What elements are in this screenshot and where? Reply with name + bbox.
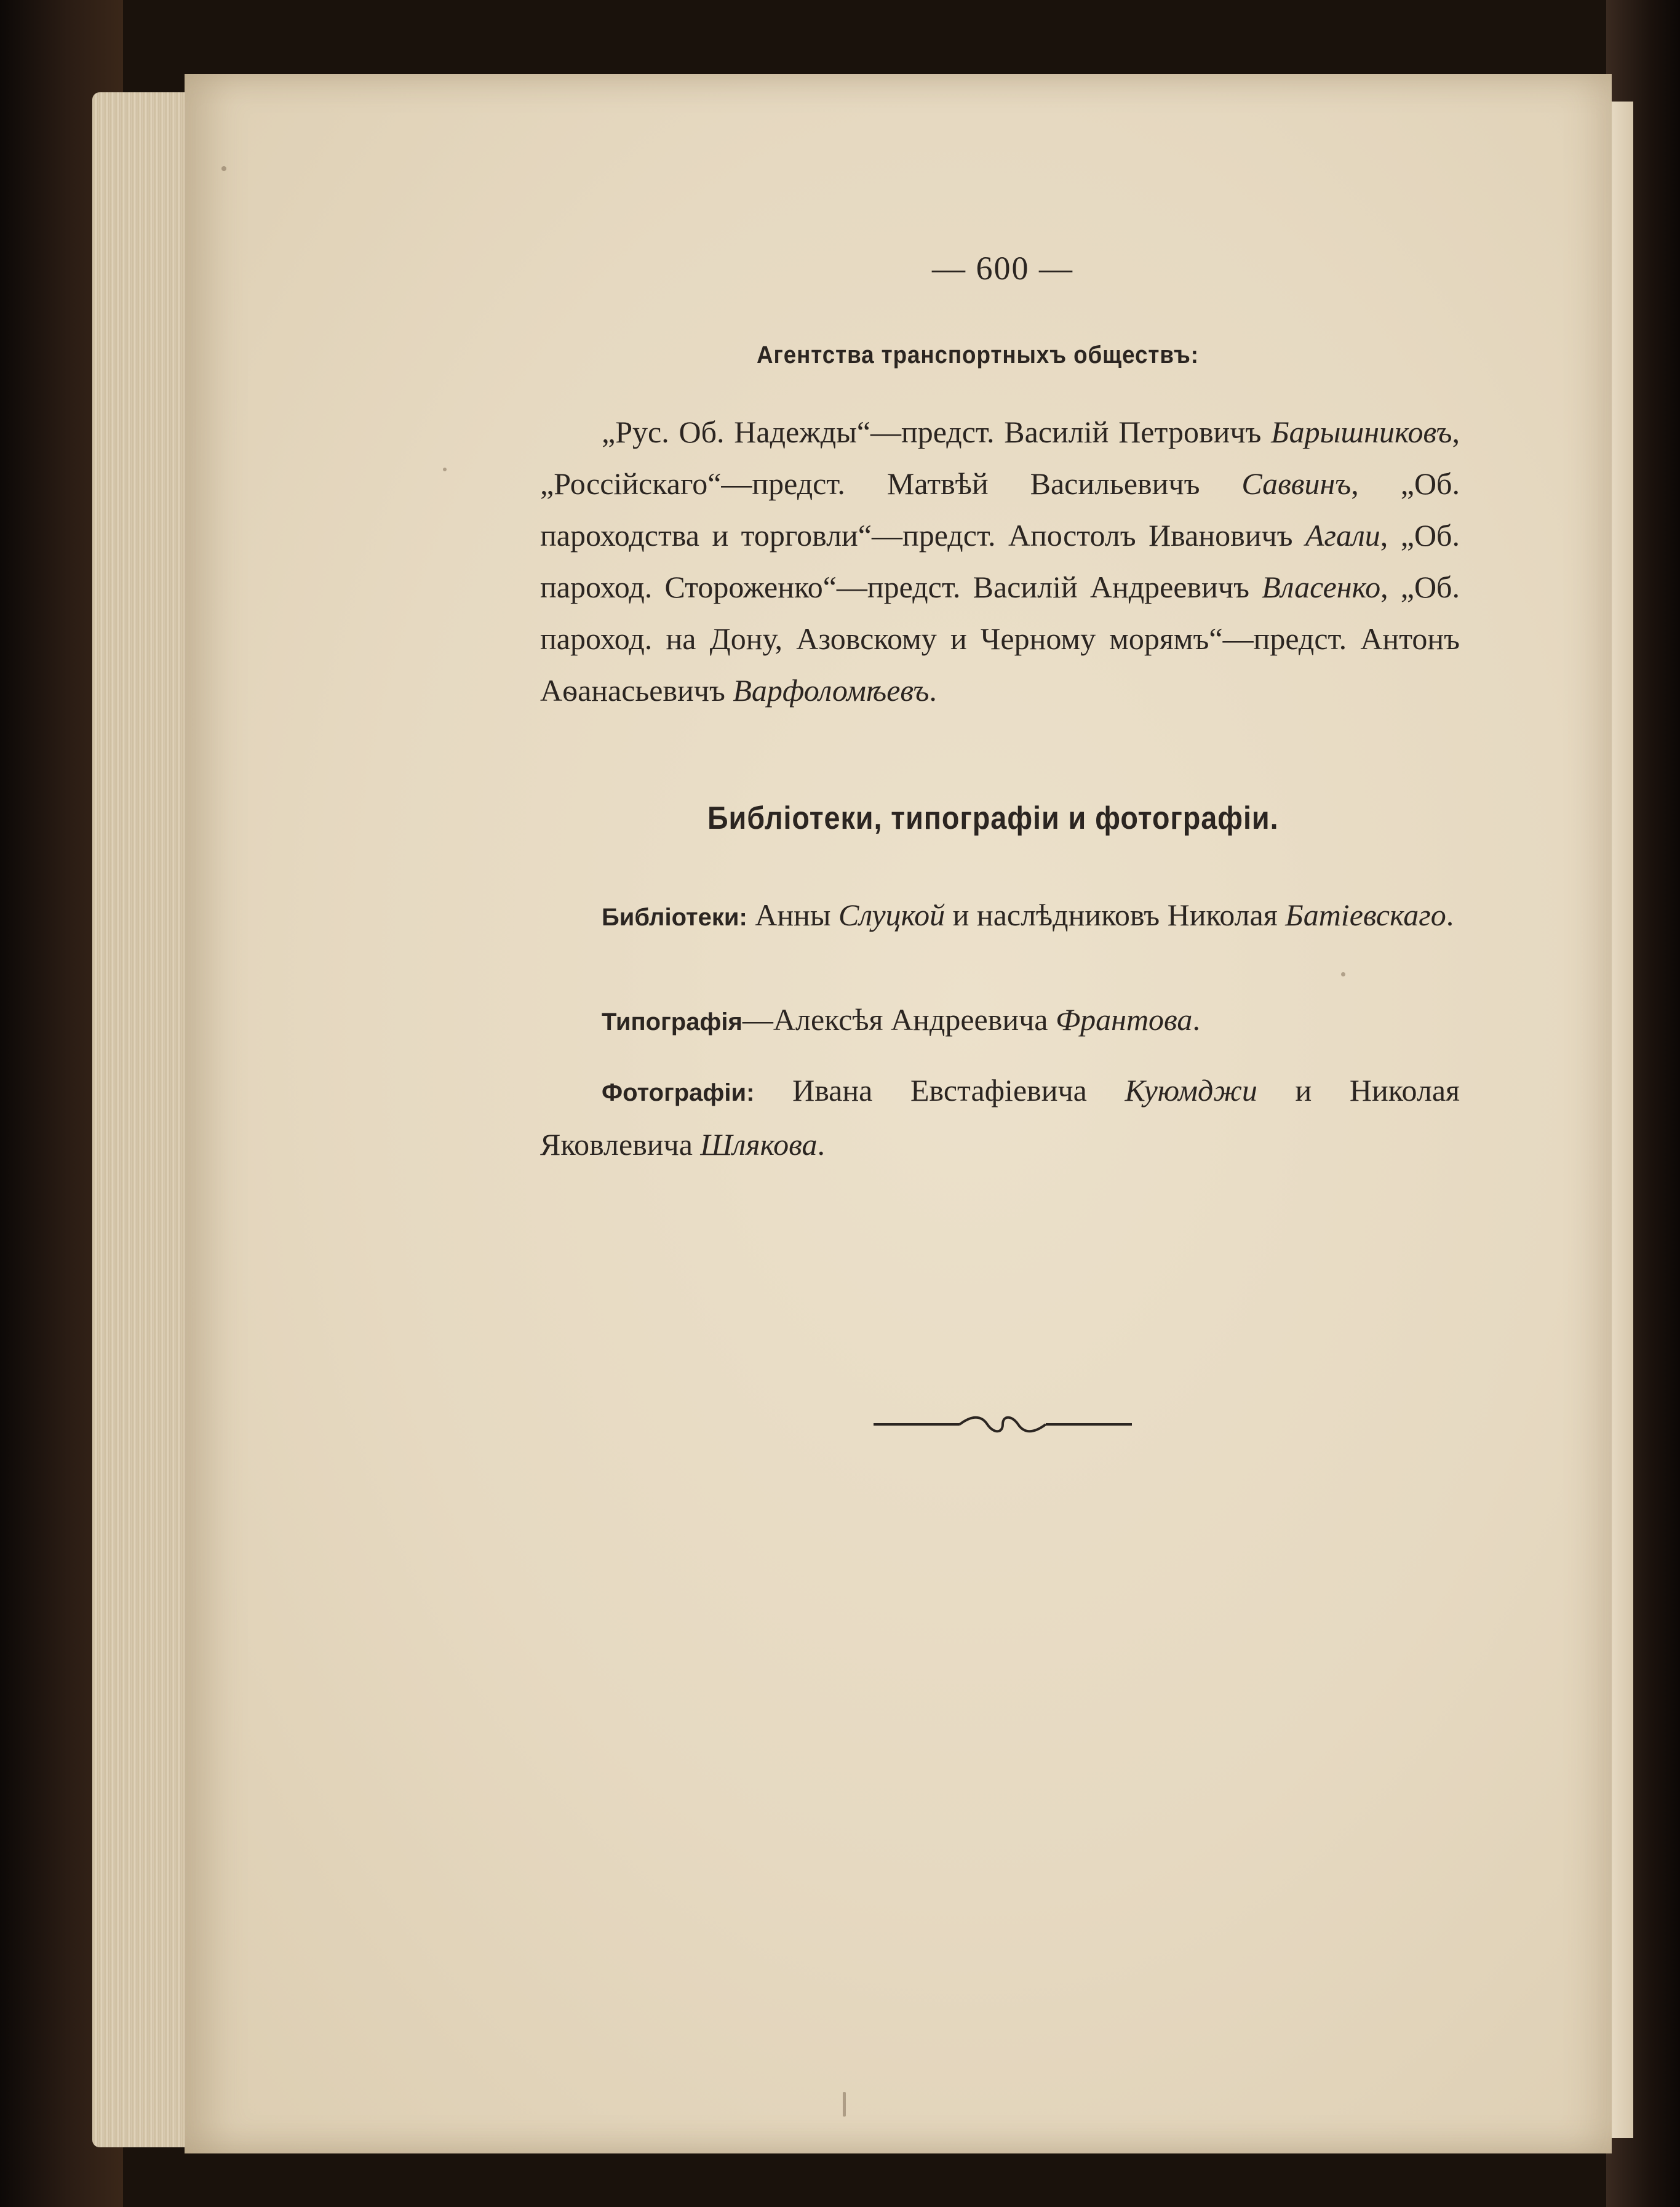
name-surname: Батіевскаго (1285, 898, 1446, 932)
speck (443, 468, 447, 471)
name-surname: Барышниковъ (1271, 415, 1452, 449)
name-surname: Куюмджи (1125, 1073, 1257, 1107)
text-run: . (929, 673, 937, 708)
section-heading-transport-agencies: Агентства транспортныхъ обществъ: (757, 341, 1199, 369)
section-heading-libraries-printing-photos: Библіотеки, типографіи и фотографіи. (707, 800, 1279, 836)
name-surname: Агали (1305, 518, 1380, 553)
page-edges (92, 92, 197, 2147)
name-surname: Франтова (1055, 1002, 1193, 1037)
text-run: —Алексѣя Андреевича (742, 1002, 1056, 1037)
printing-label: Типографія (602, 1008, 742, 1036)
name-surname: Слуцкой (838, 898, 945, 932)
page-number: — 600 — (932, 250, 1073, 287)
text-run: Анны (747, 898, 838, 932)
text-run: Ивана Евстафіевича (754, 1073, 1125, 1107)
name-surname: Варфоломѣевъ (733, 673, 930, 708)
photos-paragraph (540, 1064, 1460, 1170)
text-run: и Николая Яковлевича (540, 1073, 1460, 1162)
text-run: . (1446, 898, 1454, 932)
text-run: , „Об. пароход. на Дону, Азовскому и Черному морямъ“—предст. Антонъ Аѳанасьевичъ (540, 570, 1460, 708)
transport-agencies-paragraph (540, 406, 1460, 716)
speck (1341, 972, 1345, 976)
speck (221, 166, 226, 171)
name-surname: Шлякова (700, 1127, 818, 1162)
paragraph-text (540, 1064, 1460, 1170)
ornament-divider (874, 1412, 1132, 1437)
text-run: , „Россійскаго“—предст. Матвѣй Васильевичъ (540, 415, 1460, 501)
text-run: . (1192, 1002, 1200, 1037)
name-surname: Саввинъ (1241, 466, 1352, 501)
text-run: , „Об. пароход. Стороженко“—предст. Василій Андреевичъ (540, 518, 1460, 604)
libraries-label: Библіотеки: (602, 904, 747, 931)
photos-label: Фотографіи: (602, 1079, 755, 1106)
name-surname: Власенко (1262, 570, 1381, 604)
paragraph-text (540, 994, 1460, 1048)
speck (843, 2092, 846, 2117)
printing-paragraph (540, 994, 1460, 1048)
paragraph-text (540, 406, 1460, 716)
text-run: . (817, 1127, 825, 1162)
text-run: , „Об. пароходства и торговли“—предст. Апостолъ Ивановичъ (540, 466, 1460, 553)
libraries-paragraph (540, 889, 1460, 943)
text-run: „Рус. Об. Надежды“—предст. Василій Петровичъ (602, 415, 1272, 449)
paragraph-text (540, 889, 1460, 943)
text-run: и наслѣдниковъ Николая (945, 898, 1286, 932)
